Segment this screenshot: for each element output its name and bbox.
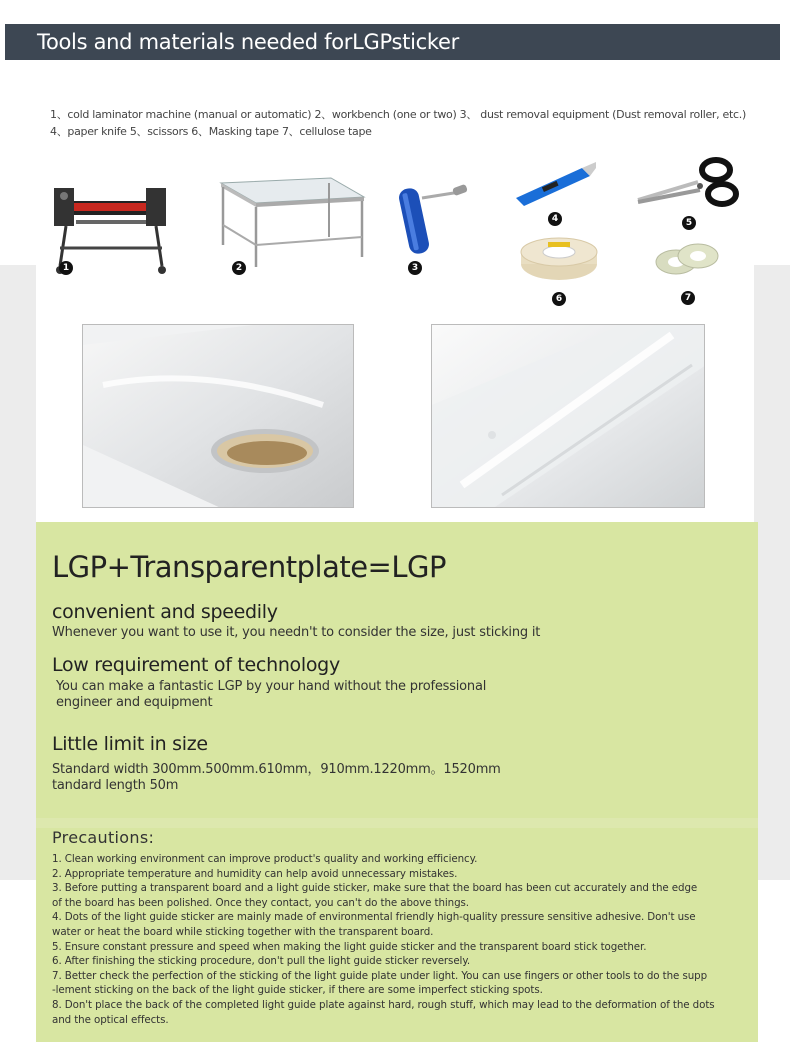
- film-roll-photo: [82, 324, 354, 508]
- precaution-line: 5. Ensure constant pressure and speed when making the light guide sticker and the transparent board stick together.: [52, 940, 647, 953]
- precaution-line: 1. Clean working environment can improve product's quality and working efficiency.: [52, 853, 478, 865]
- page-title: Tools and materials needed forLGPsticker: [37, 30, 459, 54]
- film-sheet-photo: [431, 324, 705, 508]
- side-band-left: [0, 265, 36, 880]
- feature-text-3-line-1: Standard width 300mm.500mm.610mm，910mm.1220mm。1520mm: [52, 762, 501, 777]
- section-divider: [36, 818, 758, 828]
- precaution-line: and the optical effects.: [52, 1013, 169, 1026]
- dust-roller-icon: [398, 178, 468, 258]
- features-headline: LGP+Transparentplate=LGP: [52, 550, 446, 584]
- precaution-line: water or heat the board while sticking together with the transparent board.: [52, 925, 434, 938]
- workbench-icon: [216, 175, 366, 275]
- tool-number-6: 6: [552, 292, 566, 306]
- precaution-line: of the board has been polished. Once they contact, you can't do the above things.: [52, 896, 469, 909]
- precautions-list: [52, 852, 752, 1027]
- feature-title-2: Low requirement of technology: [52, 654, 340, 676]
- features-panel: [36, 522, 758, 1042]
- tool-number-3: 3: [408, 261, 422, 275]
- feature-text-1-line-1: Whenever you want to use it, you needn't to consider the size, just sticking it: [52, 625, 541, 640]
- paper-knife-icon: [512, 158, 598, 208]
- precaution-line: -lement sticking on the back of the light guide sticker, if there are some imperfect sticking spots.: [52, 984, 543, 997]
- side-band-right: [754, 265, 790, 880]
- feature-text-3-line-2: tandard length 50m: [52, 778, 179, 793]
- precaution-line: 2. Appropriate temperature and humidity can help avoid unnecessary mistakes.: [52, 867, 458, 880]
- tool-number-4: 4: [548, 212, 562, 226]
- feature-title-1: convenient and speedily: [52, 601, 278, 623]
- precautions-title: Precautions:: [52, 828, 155, 847]
- feature-title-3: Little limit in size: [52, 733, 208, 755]
- feature-text-2-line-2: engineer and equipment: [56, 695, 213, 710]
- tool-number-7: 7: [681, 291, 695, 305]
- precaution-line: 4. Dots of the light guide sticker are mainly made of environmental friendly high-quality pressure sensitive adhesive. Don't use: [52, 911, 696, 924]
- tools-list: [50, 106, 746, 140]
- tools-list-line-1: 1、cold laminator machine (manual or automatic) 2、workbench (one or two) 3、 dust removal equipment (Dust removal roller, etc.): [50, 108, 746, 121]
- tools-list-line-2: 4、paper knife 5、scissors 6、Masking tape 7、cellulose tape: [50, 125, 372, 138]
- tool-number-1: 1: [59, 261, 73, 275]
- masking-tape-icon: [518, 236, 600, 282]
- cellulose-tape-icon: [652, 238, 722, 280]
- precaution-line: 8. Don't place the back of the completed light guide plate against hard, rough stuff, which may lead to the deformation of the dots: [52, 998, 715, 1011]
- scissors-icon: [636, 156, 742, 210]
- page-title-banner: [5, 24, 780, 60]
- precaution-line: 7. Better check the perfection of the sticking of the light guide plate under light. You can use fingers or other tools to do the supp: [52, 969, 708, 982]
- feature-text-2-line-1: You can make a fantastic LGP by your hand without the professional: [56, 679, 487, 694]
- precaution-line: 3. Before putting a transparent board and a light guide sticker, make sure that the board has been cut accurately and the edge: [52, 882, 698, 895]
- precaution-line: 6. After finishing the sticking procedure, don't pull the light guide sticker reversely.: [52, 955, 471, 968]
- tool-number-2: 2: [232, 261, 246, 275]
- tool-number-5: 5: [682, 216, 696, 230]
